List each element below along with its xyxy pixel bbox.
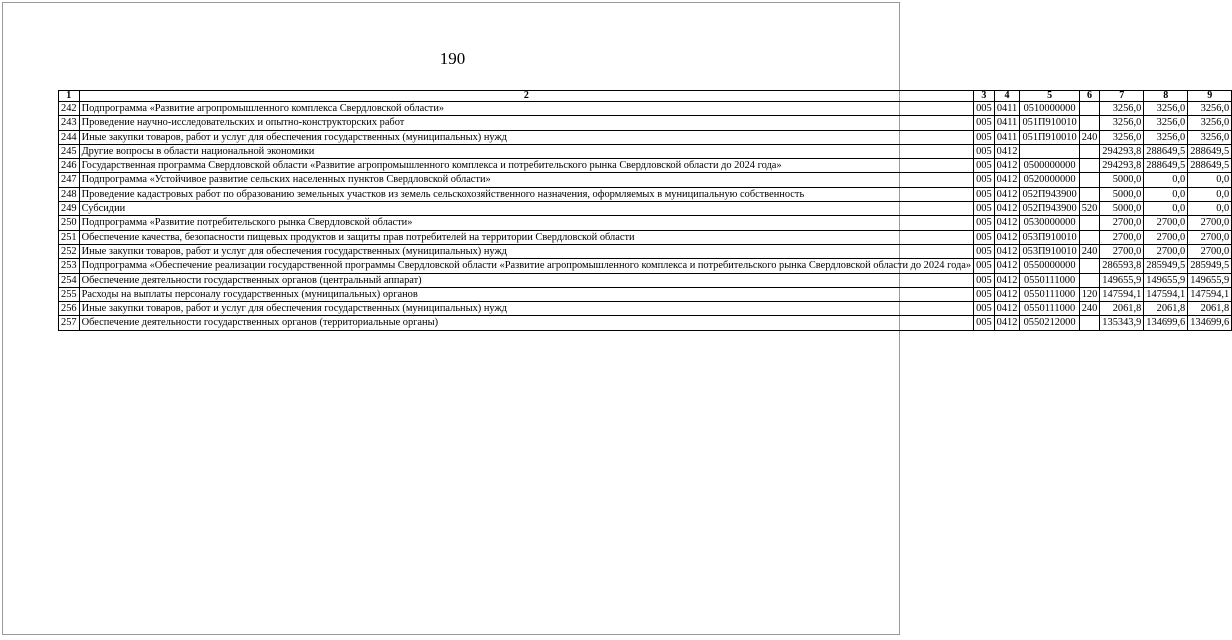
col-header: 1 — [59, 91, 80, 102]
cell-amount-year3: 0,0 — [1188, 173, 1232, 187]
col-header: 8 — [1144, 91, 1188, 102]
cell-target-code: 053П910010 — [1020, 244, 1079, 258]
cell-section-code: 0412 — [994, 216, 1020, 230]
row-name: Обеспечение деятельности государственных органов (территориальные органы) — [79, 316, 973, 330]
cell-target-code: 052П943900 — [1020, 187, 1079, 201]
cell-ministry-code: 005 — [974, 302, 995, 316]
cell-amount-year3: 149655,9 — [1188, 273, 1232, 287]
table-row — [59, 116, 1232, 130]
cell-amount-year3: 3256,0 — [1188, 116, 1232, 130]
cell-section-code: 0412 — [994, 302, 1020, 316]
row-name: Субсидии — [79, 202, 973, 216]
row-name: Подпрограмма «Развитие потребительского рынка Свердловской области» — [79, 216, 973, 230]
cell-amount-year1: 5000,0 — [1100, 202, 1144, 216]
cell-ministry-code: 005 — [974, 273, 995, 287]
row-number: 254 — [59, 273, 80, 287]
cell-section-code: 0412 — [994, 259, 1020, 273]
cell-target-code: 052П943900 — [1020, 202, 1079, 216]
cell-target-code: 0550111000 — [1020, 287, 1079, 301]
cell-expense-type: 240 — [1079, 302, 1100, 316]
row-name: Иные закупки товаров, работ и услуг для обеспечения государственных (муниципальных) нужд — [79, 130, 973, 144]
cell-section-code: 0411 — [994, 102, 1020, 116]
row-name: Иные закупки товаров, работ и услуг для обеспечения государственных (муниципальных) нужд — [79, 302, 973, 316]
row-number: 247 — [59, 173, 80, 187]
col-header: 3 — [974, 91, 995, 102]
cell-section-code: 0412 — [994, 187, 1020, 201]
cell-amount-year1: 286593,8 — [1100, 259, 1144, 273]
row-name: Проведение научно-исследовательских и опытно-конструкторских работ — [79, 116, 973, 130]
table-row — [59, 244, 1232, 258]
row-number: 249 — [59, 202, 80, 216]
table-row — [59, 287, 1232, 301]
table-row — [59, 159, 1232, 173]
cell-section-code: 0412 — [994, 159, 1020, 173]
cell-target-code: 0520000000 — [1020, 173, 1079, 187]
cell-expense-type — [1079, 159, 1100, 173]
table-row — [59, 173, 1232, 187]
cell-amount-year3: 288649,5 — [1188, 159, 1232, 173]
row-number: 257 — [59, 316, 80, 330]
cell-target-code: 053П910010 — [1020, 230, 1079, 244]
cell-target-code: 0530000000 — [1020, 216, 1079, 230]
cell-expense-type — [1079, 273, 1100, 287]
col-header: 9 — [1188, 91, 1232, 102]
cell-amount-year1: 294293,8 — [1100, 144, 1144, 158]
row-name: Обеспечение качества, безопасности пищевых продуктов и защиты прав потребителей на территории Свердловской области — [79, 230, 973, 244]
row-name: Проведение кадастровых работ по образованию земельных участков из земель сельскохозяйственного назначения, оформляемых в муниципальную собственность — [79, 187, 973, 201]
row-number: 245 — [59, 144, 80, 158]
cell-target-code: 0510000000 — [1020, 102, 1079, 116]
cell-amount-year1: 2700,0 — [1100, 230, 1144, 244]
col-header: 6 — [1079, 91, 1100, 102]
cell-amount-year3: 0,0 — [1188, 187, 1232, 201]
cell-amount-year2: 147594,1 — [1144, 287, 1188, 301]
cell-amount-year2: 2700,0 — [1144, 230, 1188, 244]
cell-section-code: 0412 — [994, 244, 1020, 258]
cell-expense-type — [1079, 144, 1100, 158]
row-name: Обеспечение деятельности государственных органов (центральный аппарат) — [79, 273, 973, 287]
cell-amount-year3: 2700,0 — [1188, 230, 1232, 244]
row-number: 248 — [59, 187, 80, 201]
cell-amount-year1: 3256,0 — [1100, 102, 1144, 116]
header-row — [59, 91, 1232, 102]
cell-expense-type — [1079, 230, 1100, 244]
row-number: 253 — [59, 259, 80, 273]
cell-amount-year1: 294293,8 — [1100, 159, 1144, 173]
cell-amount-year3: 2700,0 — [1188, 216, 1232, 230]
cell-section-code: 0412 — [994, 316, 1020, 330]
table-row — [59, 216, 1232, 230]
row-number: 246 — [59, 159, 80, 173]
table-row — [59, 202, 1232, 216]
row-number: 251 — [59, 230, 80, 244]
table-row — [59, 273, 1232, 287]
cell-ministry-code: 005 — [974, 116, 995, 130]
cell-section-code: 0411 — [994, 130, 1020, 144]
cell-expense-type: 120 — [1079, 287, 1100, 301]
cell-amount-year3: 147594,1 — [1188, 287, 1232, 301]
cell-amount-year1: 2061,8 — [1100, 302, 1144, 316]
cell-amount-year2: 134699,6 — [1144, 316, 1188, 330]
row-name: Расходы на выплаты персоналу государственных (муниципальных) органов — [79, 287, 973, 301]
row-number: 244 — [59, 130, 80, 144]
cell-section-code: 0412 — [994, 273, 1020, 287]
cell-target-code: 051П910010 — [1020, 130, 1079, 144]
cell-amount-year2: 0,0 — [1144, 202, 1188, 216]
cell-amount-year1: 5000,0 — [1100, 187, 1144, 201]
cell-ministry-code: 005 — [974, 187, 995, 201]
col-header: 4 — [994, 91, 1020, 102]
cell-amount-year1: 3256,0 — [1100, 130, 1144, 144]
cell-ministry-code: 005 — [974, 202, 995, 216]
col-header: 7 — [1100, 91, 1144, 102]
cell-target-code: 0500000000 — [1020, 159, 1079, 173]
cell-ministry-code: 005 — [974, 102, 995, 116]
row-name: Иные закупки товаров, работ и услуг для обеспечения государственных (муниципальных) нужд — [79, 244, 973, 258]
table-row — [59, 316, 1232, 330]
cell-amount-year2: 2700,0 — [1144, 244, 1188, 258]
cell-amount-year2: 149655,9 — [1144, 273, 1188, 287]
row-number: 255 — [59, 287, 80, 301]
cell-expense-type — [1079, 259, 1100, 273]
cell-section-code: 0411 — [994, 116, 1020, 130]
cell-amount-year1: 2700,0 — [1100, 216, 1144, 230]
cell-ministry-code: 005 — [974, 173, 995, 187]
cell-ministry-code: 005 — [974, 230, 995, 244]
cell-amount-year2: 288649,5 — [1144, 144, 1188, 158]
cell-amount-year2: 3256,0 — [1144, 102, 1188, 116]
cell-ministry-code: 005 — [974, 159, 995, 173]
table-row — [59, 187, 1232, 201]
cell-target-code — [1020, 144, 1079, 158]
cell-ministry-code: 005 — [974, 316, 995, 330]
cell-ministry-code: 005 — [974, 287, 995, 301]
cell-expense-type: 240 — [1079, 130, 1100, 144]
cell-amount-year3: 3256,0 — [1188, 130, 1232, 144]
cell-ministry-code: 005 — [974, 244, 995, 258]
table-row — [59, 144, 1232, 158]
row-name: Подпрограмма «Развитие агропромышленного комплекса Свердловской области» — [79, 102, 973, 116]
row-name: Подпрограмма «Устойчивое развитие сельских населенных пунктов Свердловской области» — [79, 173, 973, 187]
cell-expense-type: 520 — [1079, 202, 1100, 216]
cell-amount-year1: 149655,9 — [1100, 273, 1144, 287]
table-row — [59, 259, 1232, 273]
table-row — [59, 302, 1232, 316]
cell-amount-year2: 285949,5 — [1144, 259, 1188, 273]
cell-target-code: 0550212000 — [1020, 316, 1079, 330]
cell-ministry-code: 005 — [974, 216, 995, 230]
cell-ministry-code: 005 — [974, 259, 995, 273]
row-name: Другие вопросы в области национальной экономики — [79, 144, 973, 158]
table-row — [59, 130, 1232, 144]
table-row — [59, 230, 1232, 244]
budget-table — [58, 90, 1232, 331]
cell-expense-type — [1079, 102, 1100, 116]
cell-section-code: 0412 — [994, 144, 1020, 158]
cell-section-code: 0412 — [994, 173, 1020, 187]
page-number: 190 — [439, 49, 466, 68]
cell-expense-type — [1079, 316, 1100, 330]
cell-amount-year2: 2061,8 — [1144, 302, 1188, 316]
cell-expense-type — [1079, 173, 1100, 187]
cell-target-code: 0550111000 — [1020, 273, 1079, 287]
col-header: 2 — [79, 91, 973, 102]
cell-amount-year3: 2700,0 — [1188, 244, 1232, 258]
cell-expense-type — [1079, 216, 1100, 230]
row-number: 256 — [59, 302, 80, 316]
col-header: 5 — [1020, 91, 1079, 102]
cell-amount-year3: 288649,5 — [1188, 144, 1232, 158]
cell-target-code: 0550111000 — [1020, 302, 1079, 316]
cell-amount-year2: 3256,0 — [1144, 116, 1188, 130]
row-number: 243 — [59, 116, 80, 130]
cell-amount-year1: 5000,0 — [1100, 173, 1144, 187]
cell-amount-year2: 288649,5 — [1144, 159, 1188, 173]
cell-amount-year3: 285949,5 — [1188, 259, 1232, 273]
cell-amount-year1: 147594,1 — [1100, 287, 1144, 301]
cell-amount-year3: 3256,0 — [1188, 102, 1232, 116]
cell-section-code: 0412 — [994, 202, 1020, 216]
row-name: Государственная программа Свердловской области «Развитие агропромышленного комплекса и потребительского рынка Свердловской области до 2024 года» — [79, 159, 973, 173]
cell-target-code: 051П910010 — [1020, 116, 1079, 130]
row-number: 252 — [59, 244, 80, 258]
cell-amount-year2: 2700,0 — [1144, 216, 1188, 230]
row-number: 250 — [59, 216, 80, 230]
cell-section-code: 0412 — [994, 287, 1020, 301]
row-name: Подпрограмма «Обеспечение реализации государственной программы Свердловской области «Развитие агропромышленного комплекса и потребительского рынка Свердловской области до 2024 года» — [79, 259, 973, 273]
cell-target-code: 0550000000 — [1020, 259, 1079, 273]
table-row — [59, 102, 1232, 116]
cell-amount-year1: 135343,9 — [1100, 316, 1144, 330]
cell-amount-year2: 3256,0 — [1144, 130, 1188, 144]
cell-ministry-code: 005 — [974, 144, 995, 158]
cell-amount-year1: 2700,0 — [1100, 244, 1144, 258]
cell-expense-type — [1079, 116, 1100, 130]
cell-amount-year3: 134699,6 — [1188, 316, 1232, 330]
row-number: 242 — [59, 102, 80, 116]
cell-amount-year2: 0,0 — [1144, 173, 1188, 187]
cell-ministry-code: 005 — [974, 130, 995, 144]
cell-section-code: 0412 — [994, 230, 1020, 244]
cell-expense-type: 240 — [1079, 244, 1100, 258]
cell-amount-year3: 2061,8 — [1188, 302, 1232, 316]
cell-amount-year1: 3256,0 — [1100, 116, 1144, 130]
cell-amount-year3: 0,0 — [1188, 202, 1232, 216]
cell-expense-type — [1079, 187, 1100, 201]
cell-amount-year2: 0,0 — [1144, 187, 1188, 201]
